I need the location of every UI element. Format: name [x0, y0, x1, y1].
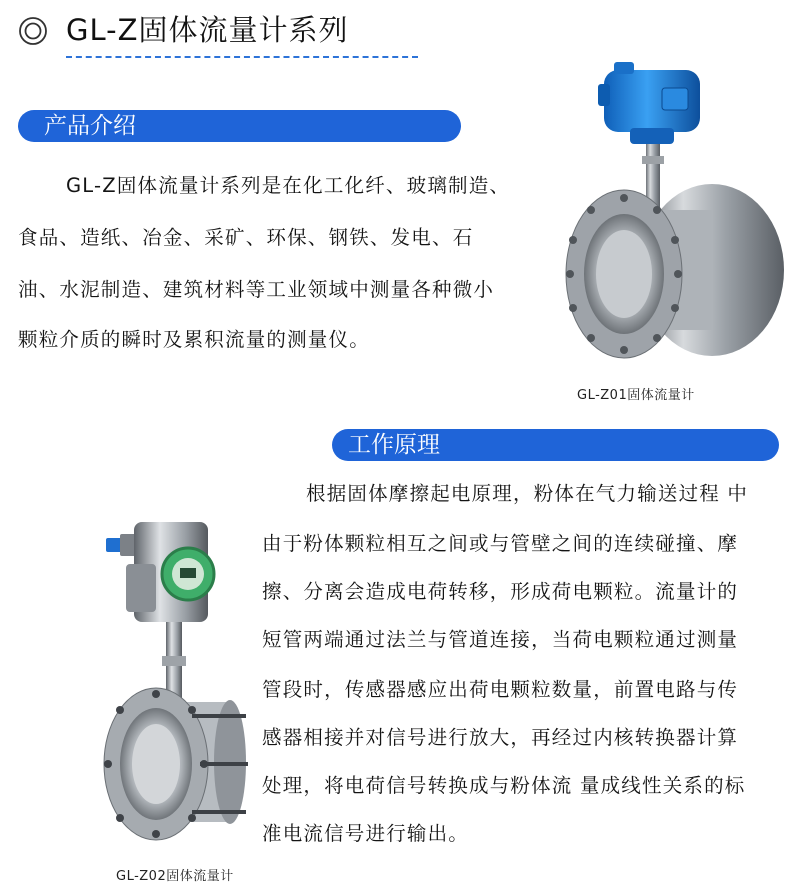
section-heading-intro: 产品介绍	[18, 110, 461, 142]
section-heading-principle: 工作原理	[332, 429, 779, 461]
intro-line: GL-Z固体流量计系列是在化工化纤、玻璃制造、	[66, 174, 511, 197]
principle-line: 短管两端通过法兰与管道连接，当荷电颗粒通过测量	[262, 628, 739, 651]
image-caption-z01: GL-Z01固体流量计	[577, 388, 695, 403]
principle-line: 擦、分离会造成电荷转移，形成荷电颗粒。流量计的	[262, 580, 739, 603]
intro-line: 油、水泥制造、建筑材料等工业领域中测量各种微小	[18, 278, 495, 301]
intro-line: 颗粒介质的瞬时及累积流量的测量仪。	[18, 328, 370, 351]
principle-line: 准电流信号进行输出。	[262, 822, 470, 845]
intro-line: 食品、造纸、冶金、采矿、环保、钢铁、发电、石	[18, 226, 474, 249]
principle-line: 感器相接并对信号进行放大，再经过内核转换器计算	[262, 726, 739, 749]
principle-line: 管段时，传感器感应出荷电颗粒数量，前置电路与传	[262, 678, 739, 701]
principle-line: 由于粉体颗粒相互之间或与管壁之间的连续碰撞、摩	[262, 532, 739, 555]
image-caption-z02: GL-Z02固体流量计	[116, 869, 234, 884]
flowmeter-z02-image	[96, 516, 252, 850]
principle-line: 处理，将电荷信号转换成与粉体流 量成线性关系的标	[262, 774, 746, 797]
page-title: GL-Z固体流量计系列	[66, 13, 349, 47]
title-divider	[66, 56, 418, 58]
principle-line: 根据固体摩擦起电原理，粉体在气力输送过程 中	[306, 482, 749, 505]
double-circle-icon	[18, 16, 48, 46]
flowmeter-z01-image	[562, 60, 790, 366]
